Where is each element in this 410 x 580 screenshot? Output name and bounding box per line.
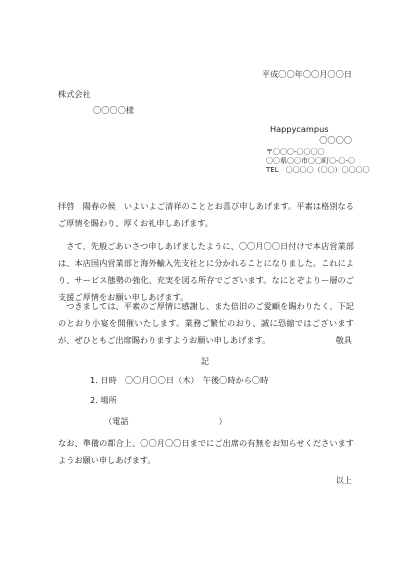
- letter-date: 平成〇〇年〇〇月〇〇日: [261, 69, 352, 79]
- item-place: 2. 場所: [90, 395, 117, 405]
- sender-name: 〇〇〇〇: [319, 135, 352, 145]
- recipient-name: 〇〇〇〇様: [93, 105, 134, 115]
- sender-postal: 〒〇〇〇-〇〇〇〇: [266, 148, 325, 156]
- sender-company: Happycampus: [270, 124, 329, 134]
- recipient-company: 株式会社: [58, 89, 91, 99]
- body-paragraph-greeting: 拝啓 陽春の候 いよいよご清祥のこととお喜び申しあげます。平素は格別なるご厚情を賜わり、厚くお礼申しあげます。: [58, 201, 354, 228]
- body-paragraph-invitation: つきましては、平素のご厚情に感謝し、また倍旧のご愛顧を賜わりたく、下記のとおり小宴を開催いたします。業務ご繁忙のおり、誠に恐縮ではございますが、ぜひともご出席賜わりますようお願い申しあげます。: [58, 301, 354, 345]
- ki-heading: 記: [200, 356, 210, 366]
- sender-address: 〇〇県〇〇市〇〇町〇-〇-〇: [266, 157, 356, 165]
- note-paragraph: なお、準備の都合上、〇〇月〇〇日までにご出席の有無をお知らせくださいますようお願い申しあげます。: [58, 438, 354, 465]
- item-datetime: 1. 日時 〇〇月〇〇日（木） 午後〇時から〇時: [90, 375, 269, 385]
- closing-ijou: 以上: [335, 475, 352, 485]
- body-paragraph-announcement: さて、先般ごあいさつ申しあげましたように、〇〇月〇〇日付けで本店営業部は、本店国内営業部と海外輸入先支社とに分かれることになりました。これにより、サービス態勢の強化、充実を図る所存でございます。なにとぞよりー層のご支援ご厚情をお願い申しあげます。: [58, 241, 354, 302]
- closing-keigu: 敬具: [335, 335, 352, 345]
- sender-tel: TEL 〇〇〇〇（〇〇）〇〇〇〇: [266, 166, 370, 174]
- item-phone: （電話 ）: [104, 416, 227, 426]
